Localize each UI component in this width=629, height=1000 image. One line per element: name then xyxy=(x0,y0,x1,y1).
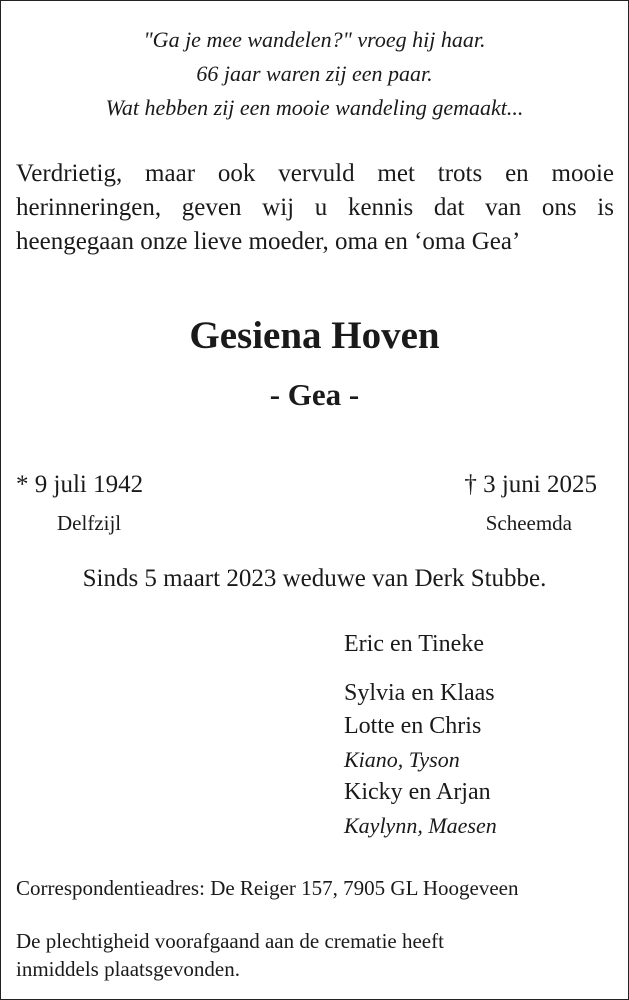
poem-line-3: Wat hebben zij een mooie wandeling gemaakt... xyxy=(105,95,524,120)
ceremony-note xyxy=(16,927,444,983)
announcement-line-2: herinneringen, geven wij u kennis dat van ons is xyxy=(16,194,614,221)
ceremony-line-2: inmiddels plaatsgevonden. xyxy=(16,957,240,981)
family-member: Eric en Tineke xyxy=(344,631,484,657)
grandchildren: Kiano, Tyson xyxy=(344,747,460,772)
poem xyxy=(1,23,628,125)
family-member: Sylvia en Klaas xyxy=(344,680,495,706)
birth-place: Delfzijl xyxy=(57,511,122,535)
death-date: † 3 juni 2025 xyxy=(464,471,597,498)
announcement-text xyxy=(16,157,614,259)
deceased-nickname: - Gea - xyxy=(269,377,360,412)
announcement-line-1: Verdrietig, maar ook vervuld met trots en mooie xyxy=(16,160,614,187)
announcement-line-3: heengegaan onze lieve moeder, oma en ‘oma Gea’ xyxy=(16,228,521,255)
grandchildren: Kaylynn, Maesen xyxy=(344,813,497,838)
poem-line-1: "Ga je mee wandelen?" vroeg hij haar. xyxy=(143,27,486,52)
correspondence-address: Correspondentieadres: De Reiger 157, 7905 GL Hoogeveen xyxy=(16,876,519,900)
family-member: Kicky en Arjan xyxy=(344,779,491,805)
death-place: Scheemda xyxy=(485,511,572,535)
ceremony-line-1: De plechtigheid voorafgaand aan de crematie heeft xyxy=(16,929,444,953)
poem-line-2: 66 jaar waren zij een paar. xyxy=(196,61,433,86)
widow-line: Sinds 5 maart 2023 weduwe van Derk Stubbe. xyxy=(82,565,547,592)
deceased-name: Gesiena Hoven xyxy=(189,314,440,357)
family-list xyxy=(344,627,497,842)
family-member: Lotte en Chris xyxy=(344,713,482,739)
birth-date: * 9 juli 1942 xyxy=(16,471,144,498)
